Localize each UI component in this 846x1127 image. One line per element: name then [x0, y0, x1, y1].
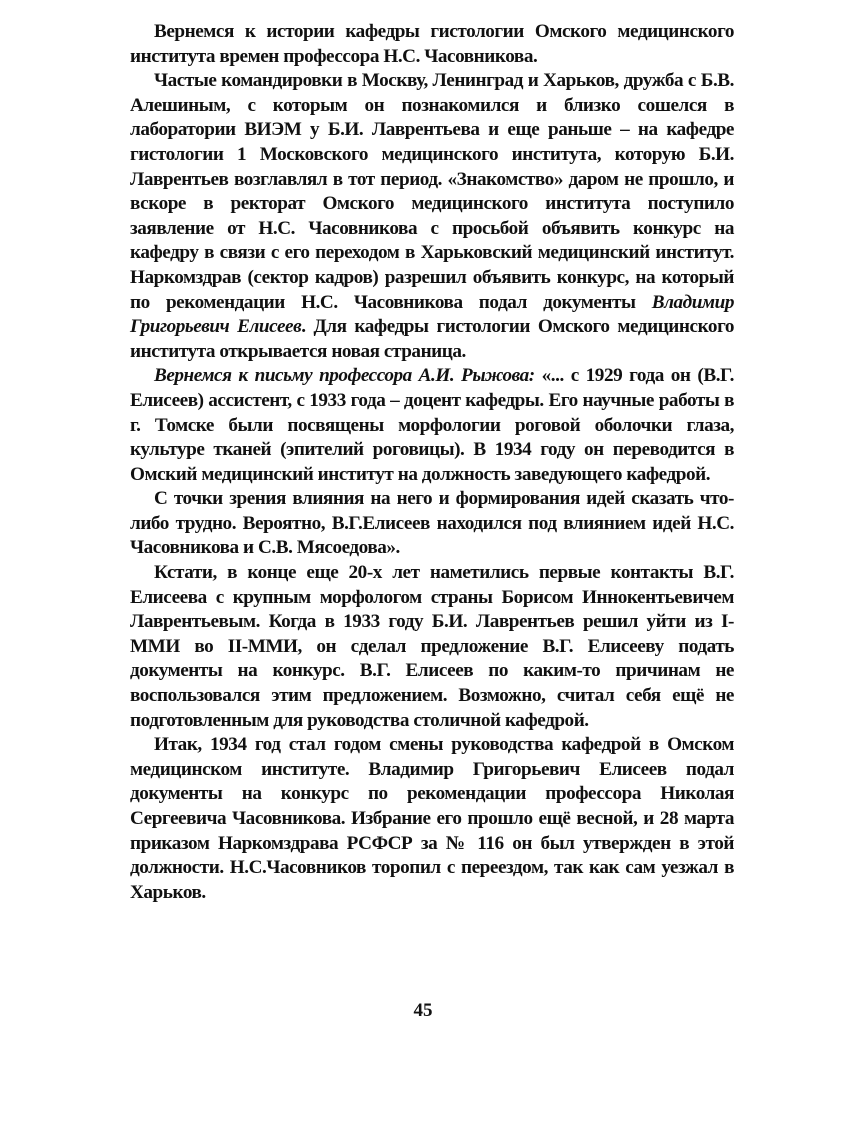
paragraph-2 — [130, 69, 734, 364]
paragraph-6-text: Итак, 1934 год стал годом смены руководства кафедрой в Омском медицинском институте. Владимир Григорьевич Елисеев подал документы на конкурс по рекомендации профессора Николая Сергеевича Часовникова. Избрание его прошло ещё весной, и 28 марта приказом Наркомздрава РСФСР за № 116 он был утвержден в этой должности. Н.С.Часовников торопил с переездом, так как сам уезжал в Харьков. — [130, 734, 734, 903]
paragraph-1 — [130, 20, 734, 69]
paragraph-5 — [130, 561, 734, 733]
paragraph-3-text: «... с 1929 года он (В.Г. Елисеев) ассистент, с 1933 года – доцент кафедры. Его научные работы в г. Томске были посвящены морфологии роговой оболочки глаза, культуре тканей (эпителий роговицы). В 1934 году он переводится в Омский медицинский институт на должность заведующего кафедрой. — [130, 365, 734, 485]
paragraph-6 — [130, 733, 734, 905]
paragraph-2-text-a: Частые командировки в Москву, Ленинград и Харьков, дружба с Б.В. Алешиным, с которым он познакомился и близко сошелся в лаборатории ВИЭМ у Б.И. Лаврентьева и еще раньше – на кафедре гистологии 1 Московского медицинского института, которую Б.И. Лаврентьев возглавлял в тот период. «Знакомство» даром не прошло, и вскоре в ректорат Омского медицинского института поступило заявление от Н.С. Часовникова с просьбой объявить конкурс на кафедру в связи с его переходом в Харьковский медицинский институт. Наркомздрав (сектор кадров) разрешил объявить конкурс, на который по рекомендации Н.С. Часовникова подал документы — [130, 70, 734, 313]
paragraph-3 — [130, 364, 734, 487]
paragraph-3-lead-emphasis: Вернемся к письму профессора А.И. Рыжова: — [154, 365, 535, 387]
paragraph-5-text: Кстати, в конце еще 20-х лет наметились первые контакты В.Г. Елисеева с крупным морфологом страны Борисом Иннокентьевичем Лаврентьевым. Когда в 1933 году Б.И. Лаврентьев решил уйти из I-ММИ во II-ММИ, он сделал предложение В.Г. Елисееву подать документы на конкурс. В.Г. Елисеев по каким-то причинам не воспользовался этим предложением. Возможно, считал себя ещё не подготовленным для руководства столичной кафедрой. — [130, 562, 734, 731]
paragraph-2-name-emphasis: Владимир Григорьевич Елисеев — [130, 291, 734, 338]
paragraph-1-text: Вернемся к истории кафедры гистологии Омского медицинского института времен профессора Н.С. Часовникова. — [130, 21, 734, 67]
paragraph-4-text: С точки зрения влияния на него и формирования идей сказать что-либо трудно. Вероятно, В.Г.Елисеев находился под влиянием идей Н.С. Часовникова и С.В. Мясоедова». — [130, 488, 734, 559]
paragraph-4 — [130, 487, 734, 561]
page-number: 45 — [413, 1000, 433, 1021]
page-text — [130, 20, 734, 905]
paragraph-2-text-b: . Для кафедры гистологии Омского медицинского института открывается новая страница. — [130, 316, 734, 362]
